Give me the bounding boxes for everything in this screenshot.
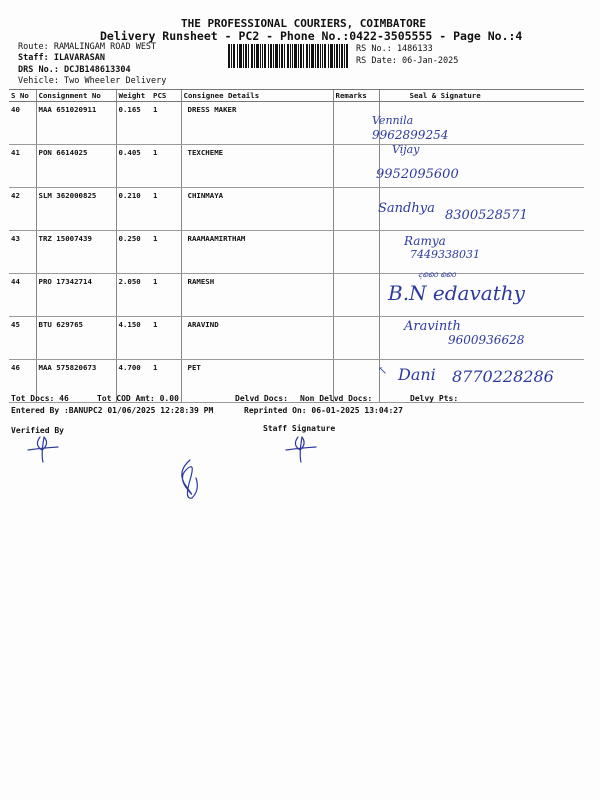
handwritten-name: Vijay	[392, 143, 420, 156]
cell-weight: 0.250	[116, 231, 151, 274]
cell-consignment: MAA 651020911	[36, 102, 116, 145]
company-title: THE PROFESSIONAL COURIERS, COIMBATORE	[181, 17, 427, 30]
cell-sno: 43	[9, 231, 36, 274]
handwritten-name: Aravinth	[404, 319, 461, 334]
handwritten-name: Sandhya	[378, 201, 435, 216]
cell-weight: 0.210	[116, 188, 151, 231]
cell-sno: 44	[9, 274, 36, 317]
cell-pcs: 1	[151, 188, 181, 231]
cell-sno: 45	[9, 317, 36, 360]
reprinted-on: Reprinted On: 06-01-2025 13:04:27	[244, 406, 403, 415]
cell-consignee: PET	[181, 360, 333, 403]
handwritten-phone: 9962899254	[372, 128, 449, 142]
handwritten-phone: 9600936628	[448, 333, 525, 347]
handwritten-phone: 7449338031	[410, 248, 480, 261]
total-cod-amount: Tot COD Amt: 0.00	[97, 394, 179, 403]
cell-sno: 46	[9, 360, 36, 403]
route-label: Route: RAMALINGAM ROAD WEST	[18, 42, 157, 52]
cell-weight: 0.405	[116, 145, 151, 188]
handwritten-phone: 9952095600	[376, 167, 459, 182]
handwritten-name: Ramya	[404, 234, 446, 248]
total-docs: Tot Docs: 46	[11, 394, 69, 403]
runsheet-title: Delivery Runsheet - PC2 - Phone No.:0422-3505555 - Page No.:4	[100, 29, 523, 43]
cell-consignee: CHINMAYA	[181, 188, 333, 231]
column-header-pcs: PCS	[151, 90, 181, 102]
cell-consignment: SLM 362000825	[36, 188, 116, 231]
handwritten-name: Dani	[398, 365, 436, 384]
cell-weight: 2.050	[116, 274, 151, 317]
cell-weight: 4.150	[116, 317, 151, 360]
handwritten-phone: 8300528571	[445, 208, 528, 223]
handwritten-phone: 8770228286	[452, 367, 554, 386]
cell-consignment: BTU 629765	[36, 317, 116, 360]
handwritten-note: ඳ൦ൈ ൦ൈ	[418, 270, 456, 279]
column-header-sno: S No	[9, 90, 36, 102]
handwritten-name: Vennila	[372, 114, 414, 127]
column-header-consignment: Consignment No	[36, 90, 116, 102]
non-delivered-docs: Non Delvd Docs:	[300, 394, 373, 403]
cell-consignment: TRZ 15007439	[36, 231, 116, 274]
cell-pcs: 1	[151, 360, 181, 403]
column-header-signature: Seal & Signature	[379, 90, 584, 102]
cell-consignment: MAA 575820673	[36, 360, 116, 403]
cell-pcs: 1	[151, 274, 181, 317]
cell-consignment: PRO 17342714	[36, 274, 116, 317]
cell-consignee: TEXCHEME	[181, 145, 333, 188]
cell-consignment: PON 6614025	[36, 145, 116, 188]
staff-signature-mark	[182, 460, 198, 498]
cell-weight: 0.165	[116, 102, 151, 145]
handwritten-mark: ↖	[378, 364, 388, 377]
entered-by: Entered By :BANUPC2 01/06/2025 12:28:39 PM	[11, 406, 214, 415]
staff-signature	[286, 437, 316, 462]
cell-pcs: 1	[151, 317, 181, 360]
staff-label: Staff: ILAVARASAN	[18, 53, 105, 63]
handwritten-name: B.N edavathy	[388, 281, 525, 305]
cell-sno: 41	[9, 145, 36, 188]
cell-consignee: RAMESH	[181, 274, 333, 317]
column-header-consignee: Consignee Details	[181, 90, 333, 102]
column-header-remarks: Remarks	[333, 90, 379, 102]
vehicle-label: Vehicle: Two Wheeler Delivery	[18, 76, 167, 86]
cell-pcs: 1	[151, 145, 181, 188]
cell-pcs: 1	[151, 231, 181, 274]
delivery-points: Delvy Pts:	[410, 394, 459, 403]
cell-weight: 4.700	[116, 360, 151, 403]
rs-date: RS Date: 06-Jan-2025	[356, 56, 459, 66]
verified-by-signature	[28, 437, 58, 462]
drs-label: DRS No.: DCJB148613304	[18, 65, 131, 75]
cell-sno: 40	[9, 102, 36, 145]
cell-pcs: 1	[151, 102, 181, 145]
cell-consignee: RAAMAAMIRTHAM	[181, 231, 333, 274]
rs-number: RS No.: 1486133	[356, 44, 433, 54]
verified-by-label: Verified By	[11, 426, 64, 435]
staff-signature-label: Staff Signature	[263, 424, 336, 433]
cell-sno: 42	[9, 188, 36, 231]
cell-consignee: ARAVIND	[181, 317, 333, 360]
column-header-weight: Weight	[116, 90, 151, 102]
delivered-docs: Delvd Docs:	[235, 394, 288, 403]
cell-consignee: DRESS MAKER	[181, 102, 333, 145]
